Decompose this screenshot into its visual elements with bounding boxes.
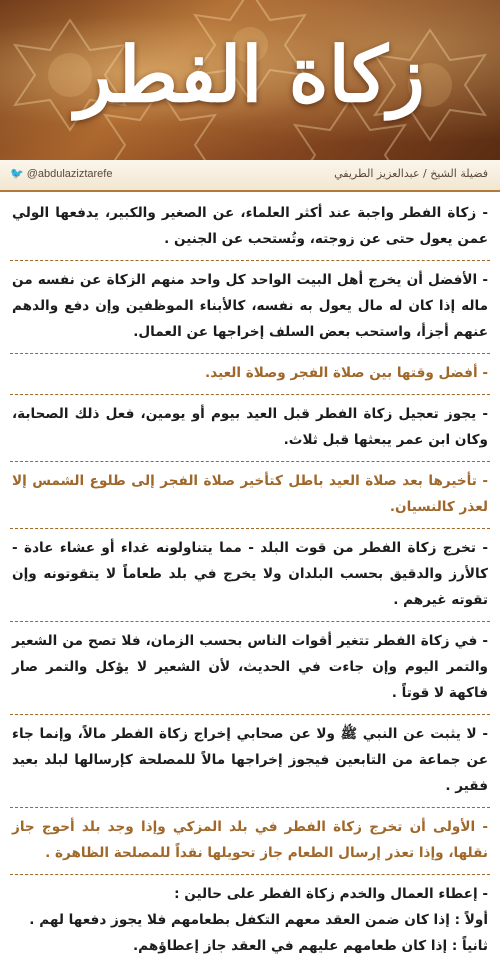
paragraph-text: - يجوز تعجيل زكاة الفطر قبل العيد بيوم أو يومين، فعل ذلك الصحابة، وكان ابن عمر يبعثها قبل ثلاث.: [12, 406, 488, 448]
ruling-paragraph: [10, 624, 490, 712]
divider: [10, 807, 490, 808]
paragraph-text: - تأخيرها بعد صلاة العيد باطل كتأخير صلاة الفجر إلى طلوع الشمس إلا لعذر كالنسيان.: [12, 473, 488, 515]
ruling-paragraph: [10, 397, 490, 459]
paragraph-text: - تخرج زكاة الفطر من قوت البلد - مما يتناولونه غداء أو عشاء عادة - كالأرز والدقيق بحسب البلدان ولا يخرج في بلد طعاماً لا يتقوتونه وإن تقوته غيرهم .: [12, 540, 488, 608]
paragraph-text: - زكاة الفطر واجبة عند أكثر العلماء، عن الصغير والكبير، يدفعها الولي عمن يعول حتى عن زوجته، وتُستحب عن الجنين .: [12, 205, 488, 247]
divider: [10, 621, 490, 622]
paragraph-subline: ثانياً : إذا كان طعامهم عليهم في العقد جاز إعطاؤهم.: [133, 938, 488, 954]
ruling-paragraph: [10, 356, 490, 392]
ruling-paragraph: [10, 877, 490, 965]
handle-text: @abdulaziztarefe: [26, 168, 113, 180]
divider: [10, 461, 490, 462]
paragraph-text: - إعطاء العمال والخدم زكاة الفطر على حالين :: [174, 886, 488, 902]
twitter-handle[interactable]: [10, 167, 112, 180]
content-list: [10, 196, 490, 965]
ruling-paragraph: [10, 810, 490, 872]
paragraph-text: - الأولى أن تخرج زكاة الفطر في بلد المزكي وإذا وجد بلد أحوج جاز نقلها، وإذا تعذر إرسال الطعام جاز تحويلها نقداً للمصلحة الظاهرة .: [12, 819, 488, 861]
paragraph-text: - الأفضل أن يخرج أهل البيت الواحد كل واحد منهم الزكاة عن نفسه من ماله إذا كان له مال يعول به نفسه، كالأبناء الموظفين وإن دفع والدهم عنهم أجزأ، واستحب بعض السلف إخراجها عن العمال.: [12, 272, 488, 340]
ruling-paragraph: [10, 263, 490, 351]
paragraph-subline: أولاً : إذا كان ضمن العقد معهم التكفل بطعامهم فلا يجوز دفعها لهم .: [29, 912, 488, 928]
paragraph-text: - في زكاة الفطر تتغير أقوات الناس بحسب الزمان، فلا تصح من الشعير والتمر اليوم وإن جاءت في الحديث، لأن الشعير لا يؤكل والتمر صار فاكهة لا قوتاً .: [12, 633, 488, 701]
ruling-paragraph: [10, 196, 490, 258]
divider: [10, 874, 490, 875]
divider: [10, 714, 490, 715]
divider: [10, 528, 490, 529]
page-title: زكاة الفطر: [75, 30, 425, 119]
author-credit: فضيلة الشيخ / عبدالعزيز الطريفي: [334, 167, 488, 180]
twitter-bird-icon: 🐦: [10, 168, 24, 180]
paragraph-text: - أفضل وقتها بين صلاة الفجر وصلاة العيد.: [205, 365, 488, 381]
divider: [10, 353, 490, 354]
divider: [10, 394, 490, 395]
ruling-paragraph: [10, 531, 490, 619]
header-banner: [0, 0, 500, 160]
paragraph-text: - لا يثبت عن النبي ﷺ ولا عن صحابي إخراج زكاة الفطر مالاً، وإنما جاء عن جماعة من التابعين فيجوز إخراجها مالاً للمصلحة كإرسالها لبلد بعيد فقير .: [12, 726, 488, 794]
ruling-paragraph: [10, 717, 490, 805]
attribution-bar: [0, 160, 500, 192]
divider: [10, 260, 490, 261]
ruling-paragraph: [10, 464, 490, 526]
